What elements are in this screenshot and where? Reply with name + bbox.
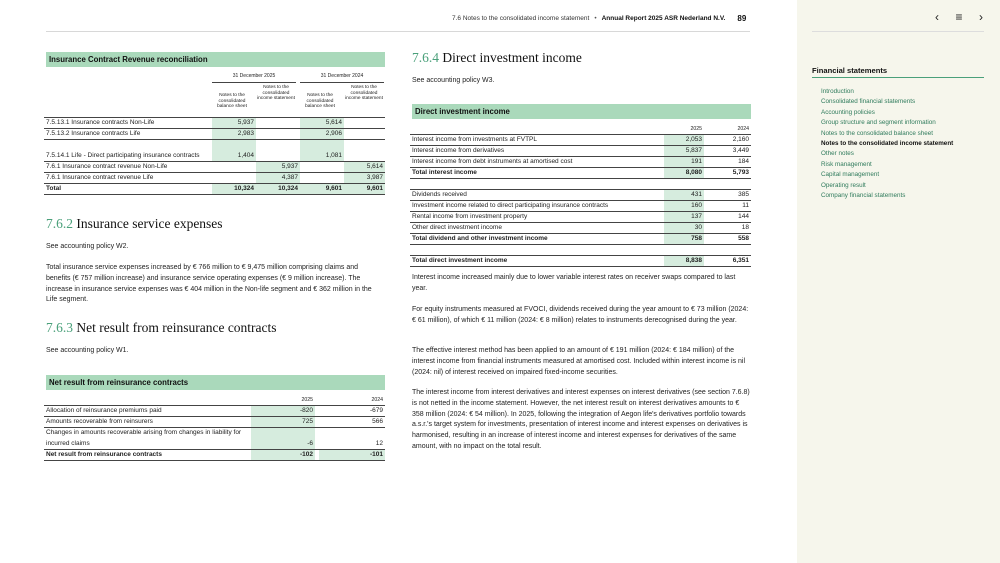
- icr-table: [44, 117, 385, 195]
- table-row: [410, 212, 751, 223]
- cell-value: 558: [708, 234, 751, 245]
- table-row: [410, 190, 751, 201]
- section-number: 7.6.4: [412, 50, 439, 65]
- row-label: Allocation of reinsurance premiums paid: [44, 406, 247, 417]
- column-header: 2025: [690, 126, 702, 132]
- header-report-title: Annual Report 2025 ASR Nederland N.V.: [601, 15, 726, 22]
- icr-col-bs-2024: Notes to the consolidated balance sheet: [305, 93, 335, 110]
- cell-value: [344, 129, 385, 140]
- cell-value: 144: [708, 212, 751, 223]
- row-label: Total: [44, 184, 212, 195]
- cell-value: 6,351: [708, 256, 751, 267]
- table-total-row: [410, 256, 751, 267]
- header-divider: [46, 31, 750, 32]
- row-label: 7.6.1 Insurance contract revenue Non-Life: [44, 162, 212, 173]
- cell-value: 385: [708, 190, 751, 201]
- cell-value: 184: [708, 157, 751, 168]
- investment-table-title: Direct investment income: [412, 104, 751, 119]
- cell-value: 758: [664, 234, 704, 245]
- cell-value: 1,081: [300, 140, 344, 162]
- sidebar: [797, 0, 1000, 563]
- sidebar-nav-list: [821, 87, 953, 201]
- table-row: [44, 162, 385, 173]
- cell-value: [212, 173, 256, 184]
- table-row: [410, 135, 751, 146]
- cell-value: 431: [664, 190, 704, 201]
- cell-value: [344, 118, 385, 129]
- table-subtotal-row: [410, 234, 751, 245]
- accounting-policy-link[interactable]: See accounting policy W2.: [46, 243, 129, 250]
- section-title: Net result from reinsurance contracts: [76, 320, 277, 335]
- sidebar-item-other-notes[interactable]: Other notes: [821, 150, 854, 158]
- sidebar-item-risk-management[interactable]: Risk management: [821, 160, 872, 168]
- table-header-row: [44, 395, 385, 406]
- paragraph: The interest income from interest derivatives and interest expenses on interest derivatives (see section 7.6.8) is not netted in the income statement. However, the net interest result on interest derivatives amounts to € 358 million (2024: € 54 million). In 2025, following the integration of Aegon life's derivatives portfolio towards a.s.r.'s target system for investments, presentation of interest income and interest expenses on derivatives is harmonised, resulting in an increase of interest income and interest expenses for derivatives of the same amount, with no impact on the total result.: [412, 389, 750, 450]
- icr-col-bs-2025: Notes to the consolidated balance sheet: [217, 93, 247, 110]
- column-header: 2024: [737, 126, 749, 132]
- sidebar-item-accounting-policies[interactable]: Accounting policies: [821, 108, 875, 116]
- cell-value: 12: [319, 428, 385, 450]
- table-row: [44, 428, 385, 450]
- cell-value: [344, 140, 385, 162]
- section-title: Insurance service expenses: [76, 216, 223, 231]
- table-row: [410, 157, 751, 168]
- cell-value: 725: [251, 417, 315, 428]
- cell-value: -820: [251, 406, 315, 417]
- column-header: 2024: [371, 397, 383, 403]
- chevron-left-icon[interactable]: ‹: [935, 10, 939, 24]
- cell-value: 191: [664, 157, 704, 168]
- cell-value: 5,937: [256, 162, 300, 173]
- cell-value: 2,983: [212, 129, 256, 140]
- row-label: Total direct investment income: [410, 256, 660, 267]
- section-title: Direct investment income: [442, 50, 582, 65]
- cell-value: 4,387: [256, 173, 300, 184]
- reinsurance-table: [44, 395, 385, 461]
- cell-value: -101: [319, 450, 385, 461]
- section-heading-7-6-3: [46, 320, 277, 336]
- header-separator: •: [594, 15, 597, 22]
- table-total-row: [44, 450, 385, 461]
- sidebar-item-company-financial-statements[interactable]: Company financial statements: [821, 192, 906, 200]
- icr-date-2025: 31 December 2025: [232, 73, 276, 79]
- cell-value: 9,601: [344, 184, 385, 195]
- row-label: 7.5.13.2 Insurance contracts Life: [44, 129, 212, 140]
- cell-value: 18: [708, 223, 751, 234]
- cell-value: 160: [664, 201, 704, 212]
- row-label: 7.6.1 Insurance contract revenue Life: [44, 173, 212, 184]
- sidebar-item-notes-income-statement[interactable]: Notes to the consolidated income statement: [821, 140, 954, 148]
- header-section[interactable]: 7.6 Notes to the consolidated income statement: [452, 15, 590, 22]
- row-label: Investment income related to direct participating insurance contracts: [410, 201, 660, 212]
- section-number: 7.6.2: [46, 216, 73, 231]
- cell-value: 10,324: [256, 184, 300, 195]
- row-label: Rental income from investment property: [410, 212, 660, 223]
- cell-value: 137: [664, 212, 704, 223]
- cell-value: [256, 129, 300, 140]
- sidebar-item-group-structure[interactable]: Group structure and segment information: [821, 119, 936, 127]
- table-row: [44, 118, 385, 129]
- cell-value: 10,324: [212, 184, 256, 195]
- cell-value: 5,793: [708, 168, 751, 179]
- table-row: [44, 173, 385, 184]
- table-total-row: [44, 184, 385, 195]
- cell-value: 5,837: [664, 146, 704, 157]
- section-heading-7-6-4: [412, 50, 582, 66]
- sidebar-divider: [812, 31, 984, 32]
- page-number: 89: [737, 14, 747, 23]
- row-label: Changes in amounts recoverable arising from changes in liability for incurred claims: [44, 428, 247, 450]
- row-label: Total interest income: [410, 168, 660, 179]
- sidebar-item-notes-balance-sheet[interactable]: Notes to the consolidated balance sheet: [821, 129, 934, 137]
- nav-controls: [926, 10, 992, 24]
- row-label: Interest income from investments at FVTPL: [410, 135, 660, 146]
- cell-value: 1,404: [212, 140, 256, 162]
- icr-col-is-2024: Notes to the consolidated income statement: [345, 85, 383, 102]
- spacer-row: [410, 245, 751, 256]
- page-header: [452, 14, 746, 23]
- cell-value: 5,614: [300, 118, 344, 129]
- table-row: [410, 201, 751, 212]
- table-row: [44, 406, 385, 417]
- icr-date-2024: 31 December 2024: [320, 73, 364, 79]
- cell-value: 5,937: [212, 118, 256, 129]
- cell-value: -679: [319, 406, 385, 417]
- cell-value: [256, 140, 300, 162]
- sidebar-title-underline: [812, 77, 984, 78]
- row-label: Amounts recoverable from reinsurers: [44, 417, 247, 428]
- sidebar-item-introduction[interactable]: Introduction: [821, 88, 854, 95]
- paragraph: Interest income increased mainly due to lower variable interest rates on receiver swaps compared to last year.: [412, 274, 736, 292]
- table-row: [44, 140, 385, 162]
- investment-table: [410, 124, 751, 267]
- sidebar-title[interactable]: Financial statements: [812, 66, 888, 75]
- menu-icon[interactable]: ≡: [955, 10, 963, 24]
- paragraph: Total insurance service expenses increased by € 766 million to € 9,475 million comprising claims and benefits (€ 757 million increase) and insurance service operating expenses (€ 9 million increase). The increase in insurance service expenses was € 404 million in the Non-life segment and € 362 million in the Life segment.: [46, 264, 372, 304]
- row-label: 7.5.13.1 Insurance contracts Non-Life: [44, 118, 212, 129]
- sidebar-item-consolidated-financial-statements[interactable]: Consolidated financial statements: [821, 98, 916, 106]
- cell-value: [256, 118, 300, 129]
- table-row: [410, 223, 751, 234]
- cell-value: [212, 162, 256, 173]
- paragraph: The effective interest method has been applied to an amount of € 191 million (2024: € 184 million) of the interest income from financial instruments measured at amortised cost. Included within interest income is nil (2024: nil) of interest received on impaired fixed-income securities.: [412, 347, 746, 376]
- row-label: 7.5.14.1 Life - Direct participating insurance contracts: [44, 140, 212, 162]
- row-label: Dividends received: [410, 190, 660, 201]
- cell-value: 2,906: [300, 129, 344, 140]
- cell-value: 3,449: [708, 146, 751, 157]
- icr-table-title: Insurance Contract Revenue reconciliation: [46, 52, 385, 67]
- accounting-policy-link[interactable]: See accounting policy W1.: [46, 347, 129, 354]
- row-label: Interest income from debt instruments at amortised cost: [410, 157, 660, 168]
- chevron-right-icon[interactable]: ›: [979, 10, 983, 24]
- column-header: 2025: [301, 397, 313, 403]
- sidebar-item-operating-result[interactable]: Operating result: [821, 181, 866, 189]
- cell-value: 2,160: [708, 135, 751, 146]
- table-row: [44, 129, 385, 140]
- section-heading-7-6-2: [46, 216, 223, 232]
- cell-value: 5,614: [344, 162, 385, 173]
- cell-value: 30: [664, 223, 704, 234]
- table-subtotal-row: [410, 168, 751, 179]
- table-header-row: [410, 124, 751, 135]
- reinsurance-table-title: Net result from reinsurance contracts: [46, 375, 385, 390]
- row-label: Total dividend and other investment income: [410, 234, 660, 245]
- cell-value: 2,053: [664, 135, 704, 146]
- spacer-row: [410, 179, 751, 190]
- icr-date-underline: [300, 82, 384, 83]
- cell-value: [300, 173, 344, 184]
- sidebar-item-capital-management[interactable]: Capital management: [821, 171, 880, 179]
- paragraph: For equity instruments measured at FVOCI, dividends received during the year amount to € 73 million (2024: € 61 million), of which € 11 million (2024: € 8 million) relates to instruments derecognised during the year.: [412, 306, 749, 324]
- icr-col-is-2025: Notes to the consolidated income statement: [257, 85, 295, 102]
- accounting-policy-link[interactable]: See accounting policy W3.: [412, 77, 495, 84]
- cell-value: 9,601: [300, 184, 344, 195]
- cell-value: 3,987: [344, 173, 385, 184]
- cell-value: -102: [251, 450, 315, 461]
- cell-value: 8,080: [664, 168, 704, 179]
- cell-value: 11: [708, 201, 751, 212]
- table-row: [410, 146, 751, 157]
- cell-value: -6: [251, 428, 315, 450]
- section-number: 7.6.3: [46, 320, 73, 335]
- cell-value: [300, 162, 344, 173]
- row-label: Other direct investment income: [410, 223, 660, 234]
- row-label: Interest income from derivatives: [410, 146, 660, 157]
- table-row: [44, 417, 385, 428]
- cell-value: 8,838: [664, 256, 704, 267]
- cell-value: 566: [319, 417, 385, 428]
- icr-date-underline: [212, 82, 296, 83]
- row-label: Net result from reinsurance contracts: [44, 450, 247, 461]
